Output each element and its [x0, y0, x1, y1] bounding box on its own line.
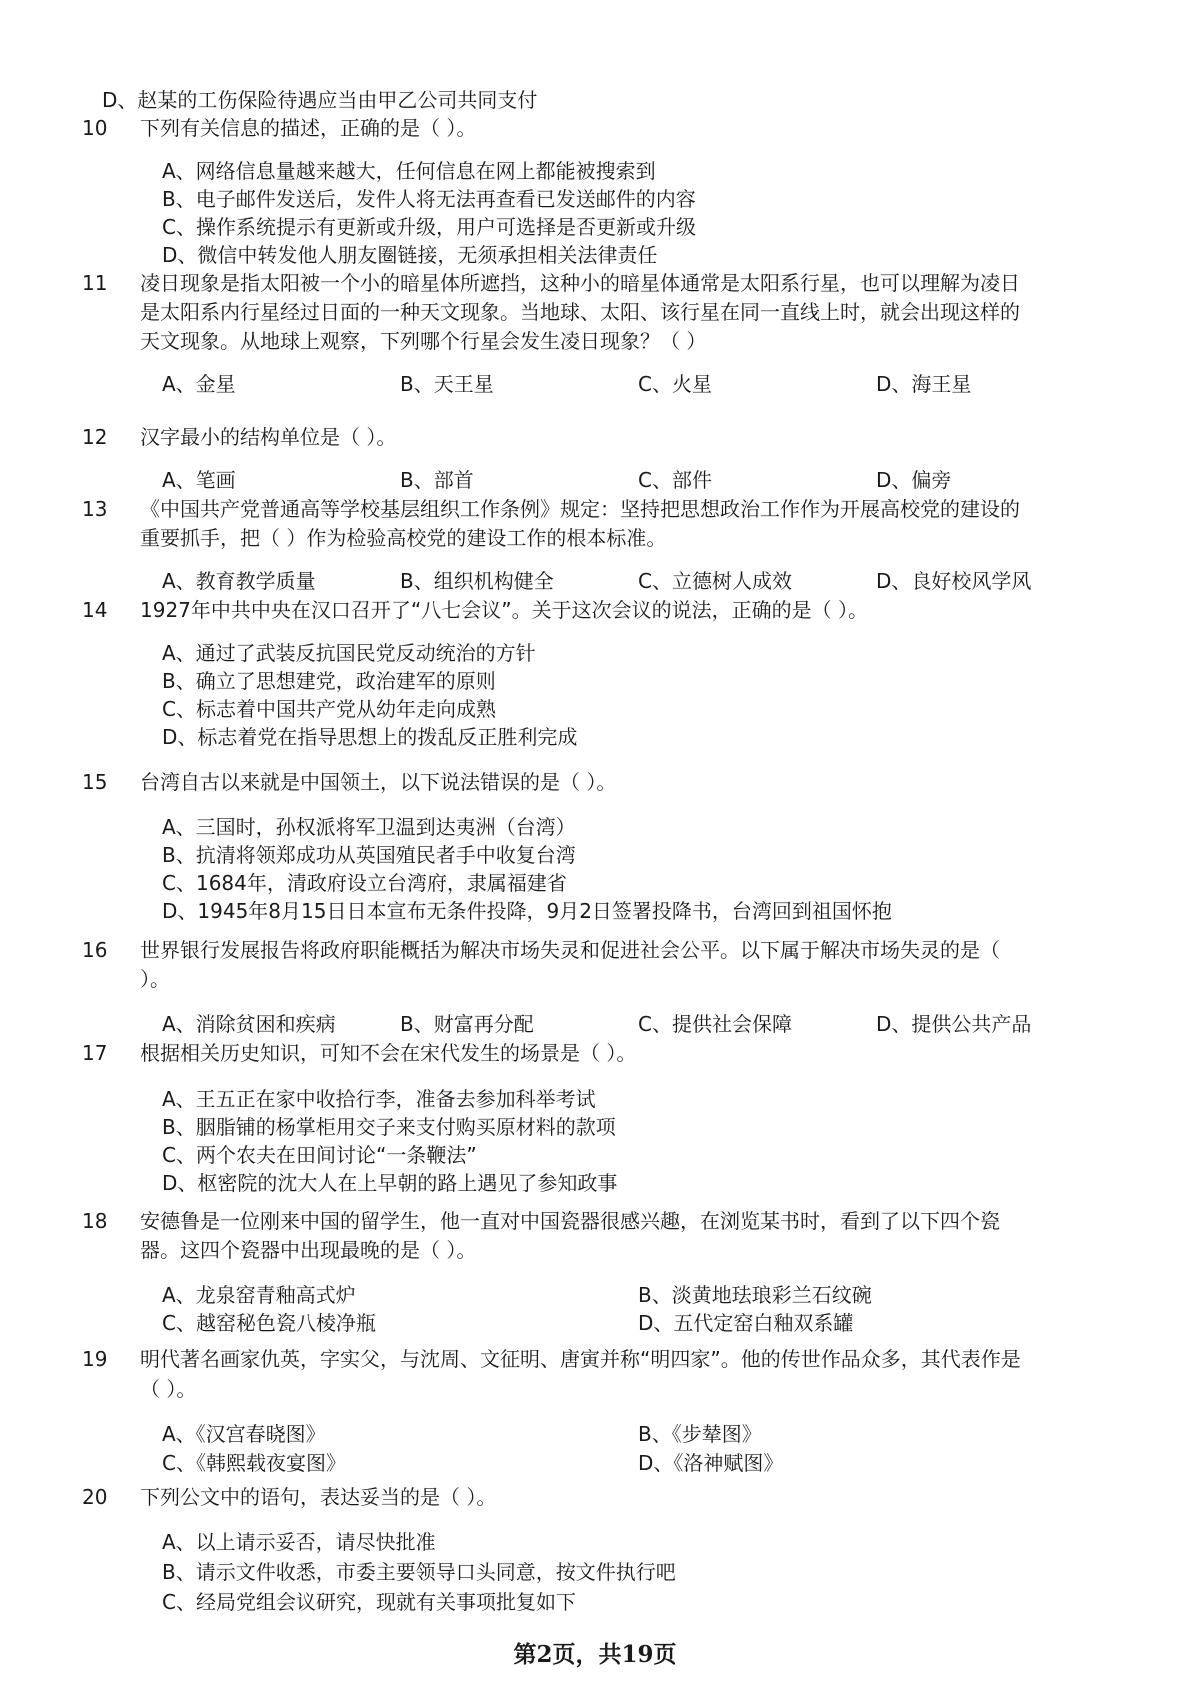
option-d: D、良好校风学风 [876, 569, 1032, 593]
option-b: B、财富再分配 [400, 1012, 534, 1036]
question-stem: 下列公文中的语句，表达妥当的是（ ）。 [140, 1485, 497, 1509]
option-d: D、偏旁 [876, 468, 952, 492]
option-c: C、操作系统提示有更新或升级，用户可选择是否更新或升级 [162, 215, 696, 239]
question-number: 13 [82, 497, 108, 521]
question-stem: ）。 [140, 967, 170, 991]
option-d: D、枢密院的沈大人在上早朝的路上遇见了参知政事 [162, 1171, 618, 1195]
option-a: A、三国时，孙权派将军卫温到达夷洲（台湾） [162, 815, 576, 839]
option-b: B、电子邮件发送后，发件人将无法再查看已发送邮件的内容 [162, 187, 696, 211]
option-a: A、通过了武装反抗国民党反动统治的方针 [162, 641, 536, 665]
option-d: D、海王星 [876, 372, 972, 396]
question-stem: 凌日现象是指太阳被一个小的暗星体所遮挡，这种小的暗星体通常是太阳系行星，也可以理解为凌日 [140, 271, 1020, 295]
option-c: C、1684年，清政府设立台湾府，隶属福建省 [162, 871, 567, 895]
option-b: B、确立了思想建党，政治建军的原则 [162, 669, 496, 693]
question-stem: 器。这四个瓷器中出现最晚的是（ ）。 [140, 1238, 477, 1262]
option-d: D、1945年8月15日日本宣布无条件投降，9月2日签署投降书，台湾回到祖国怀抱 [162, 899, 892, 923]
option-c: C、提供社会保障 [638, 1012, 792, 1036]
option-d: D、提供公共产品 [876, 1012, 1032, 1036]
question-number: 20 [82, 1485, 108, 1509]
option-d: D、标志着党在指导思想上的拨乱反正胜利完成 [162, 725, 578, 749]
question-stem: 根据相关历史知识，可知不会在宋代发生的场景是（ ）。 [140, 1041, 637, 1065]
question-number: 11 [82, 271, 108, 295]
option-b: B、部首 [400, 468, 474, 492]
option-a: A、教育教学质量 [162, 569, 316, 593]
option-a: A、网络信息量越来越大，任何信息在网上都能被搜索到 [162, 159, 656, 183]
option-d: D、五代定窑白釉双系罐 [638, 1311, 854, 1335]
option-a: A、笔画 [162, 468, 236, 492]
question-stem: 1927年中共中央在汉口召开了“八七会议”。关于这次会议的说法，正确的是（ ）。 [140, 598, 868, 622]
question-number: 16 [82, 938, 108, 962]
question-number: 18 [82, 1209, 108, 1233]
question-number: 10 [82, 116, 108, 140]
question-number: 12 [82, 425, 108, 449]
option-c: C、越窑秘色瓷八棱净瓶 [162, 1311, 376, 1335]
question-number: 15 [82, 770, 108, 794]
question-stem: （ ）。 [140, 1377, 197, 1401]
prev-question-option-d: D、赵某的工伤保险待遇应当由甲乙公司共同支付 [102, 88, 538, 112]
question-number: 14 [82, 598, 108, 622]
option-a: A、龙泉窑青釉高式炉 [162, 1283, 356, 1307]
option-c: C、《韩熙载夜宴图》 [162, 1451, 346, 1475]
option-a: A、以上请示妥否，请尽快批准 [162, 1530, 436, 1554]
question-stem: 天文现象。从地球上观察，下列哪个行星会发生凌日现象？（ ） [140, 329, 707, 353]
option-c: C、火星 [638, 372, 712, 396]
option-b: B、胭脂铺的杨掌柜用交子来支付购买原材料的款项 [162, 1115, 616, 1139]
option-b: B、淡黄地珐琅彩兰石纹碗 [638, 1283, 872, 1307]
question-stem: 汉字最小的结构单位是（ ）。 [140, 425, 397, 449]
question-number: 19 [82, 1347, 108, 1371]
option-d: D、《洛神赋图》 [638, 1451, 784, 1475]
page-footer: 第2页，共19页 [513, 1641, 677, 1668]
question-stem: 是太阳系内行星经过日面的一种天文现象。当地球、太阳、该行星在同一直线上时，就会出现这样的 [140, 300, 1020, 324]
option-b: B、《步辇图》 [638, 1422, 762, 1446]
question-stem: 《中国共产党普通高等学校基层组织工作条例》规定：坚持把思想政治工作作为开展高校党的建设的 [140, 497, 1020, 521]
option-a: A、消除贫困和疾病 [162, 1012, 336, 1036]
option-c: C、部件 [638, 468, 712, 492]
question-stem: 重要抓手，把（ ）作为检验高校党的建设工作的根本标准。 [140, 526, 667, 550]
question-stem: 明代著名画家仇英，字实父，与沈周、文征明、唐寅并称“明四家”。他的传世作品众多，其代表作是 [140, 1347, 1021, 1371]
option-b: B、天王星 [400, 372, 494, 396]
question-stem: 下列有关信息的描述，正确的是（ ）。 [140, 116, 477, 140]
option-b: B、请示文件收悉，市委主要领导口头同意，按文件执行吧 [162, 1560, 676, 1584]
option-b: B、抗清将领郑成功从英国殖民者手中收复台湾 [162, 843, 576, 867]
option-c: C、两个农夫在田间讨论“一条鞭法” [162, 1143, 477, 1167]
question-stem: 世界银行发展报告将政府职能概括为解决市场失灵和促进社会公平。以下属于解决市场失灵的是（ [140, 938, 1000, 962]
option-d: D、微信中转发他人朋友圈链接，无须承担相关法律责任 [162, 243, 658, 267]
question-stem: 安德鲁是一位刚来中国的留学生，他一直对中国瓷器很感兴趣，在浏览某书时，看到了以下四个瓷 [140, 1209, 1000, 1233]
option-c: C、标志着中国共产党从幼年走向成熟 [162, 697, 496, 721]
option-b: B、组织机构健全 [400, 569, 554, 593]
question-number: 17 [82, 1041, 108, 1065]
option-a: A、金星 [162, 372, 236, 396]
question-stem: 台湾自古以来就是中国领土，以下说法错误的是（ ）。 [140, 770, 617, 794]
option-a: A、《汉宫春晓图》 [162, 1422, 326, 1446]
option-c: C、经局党组会议研究，现就有关事项批复如下 [162, 1590, 576, 1614]
option-c: C、立德树人成效 [638, 569, 792, 593]
option-a: A、王五正在家中收拾行李，准备去参加科举考试 [162, 1087, 596, 1111]
